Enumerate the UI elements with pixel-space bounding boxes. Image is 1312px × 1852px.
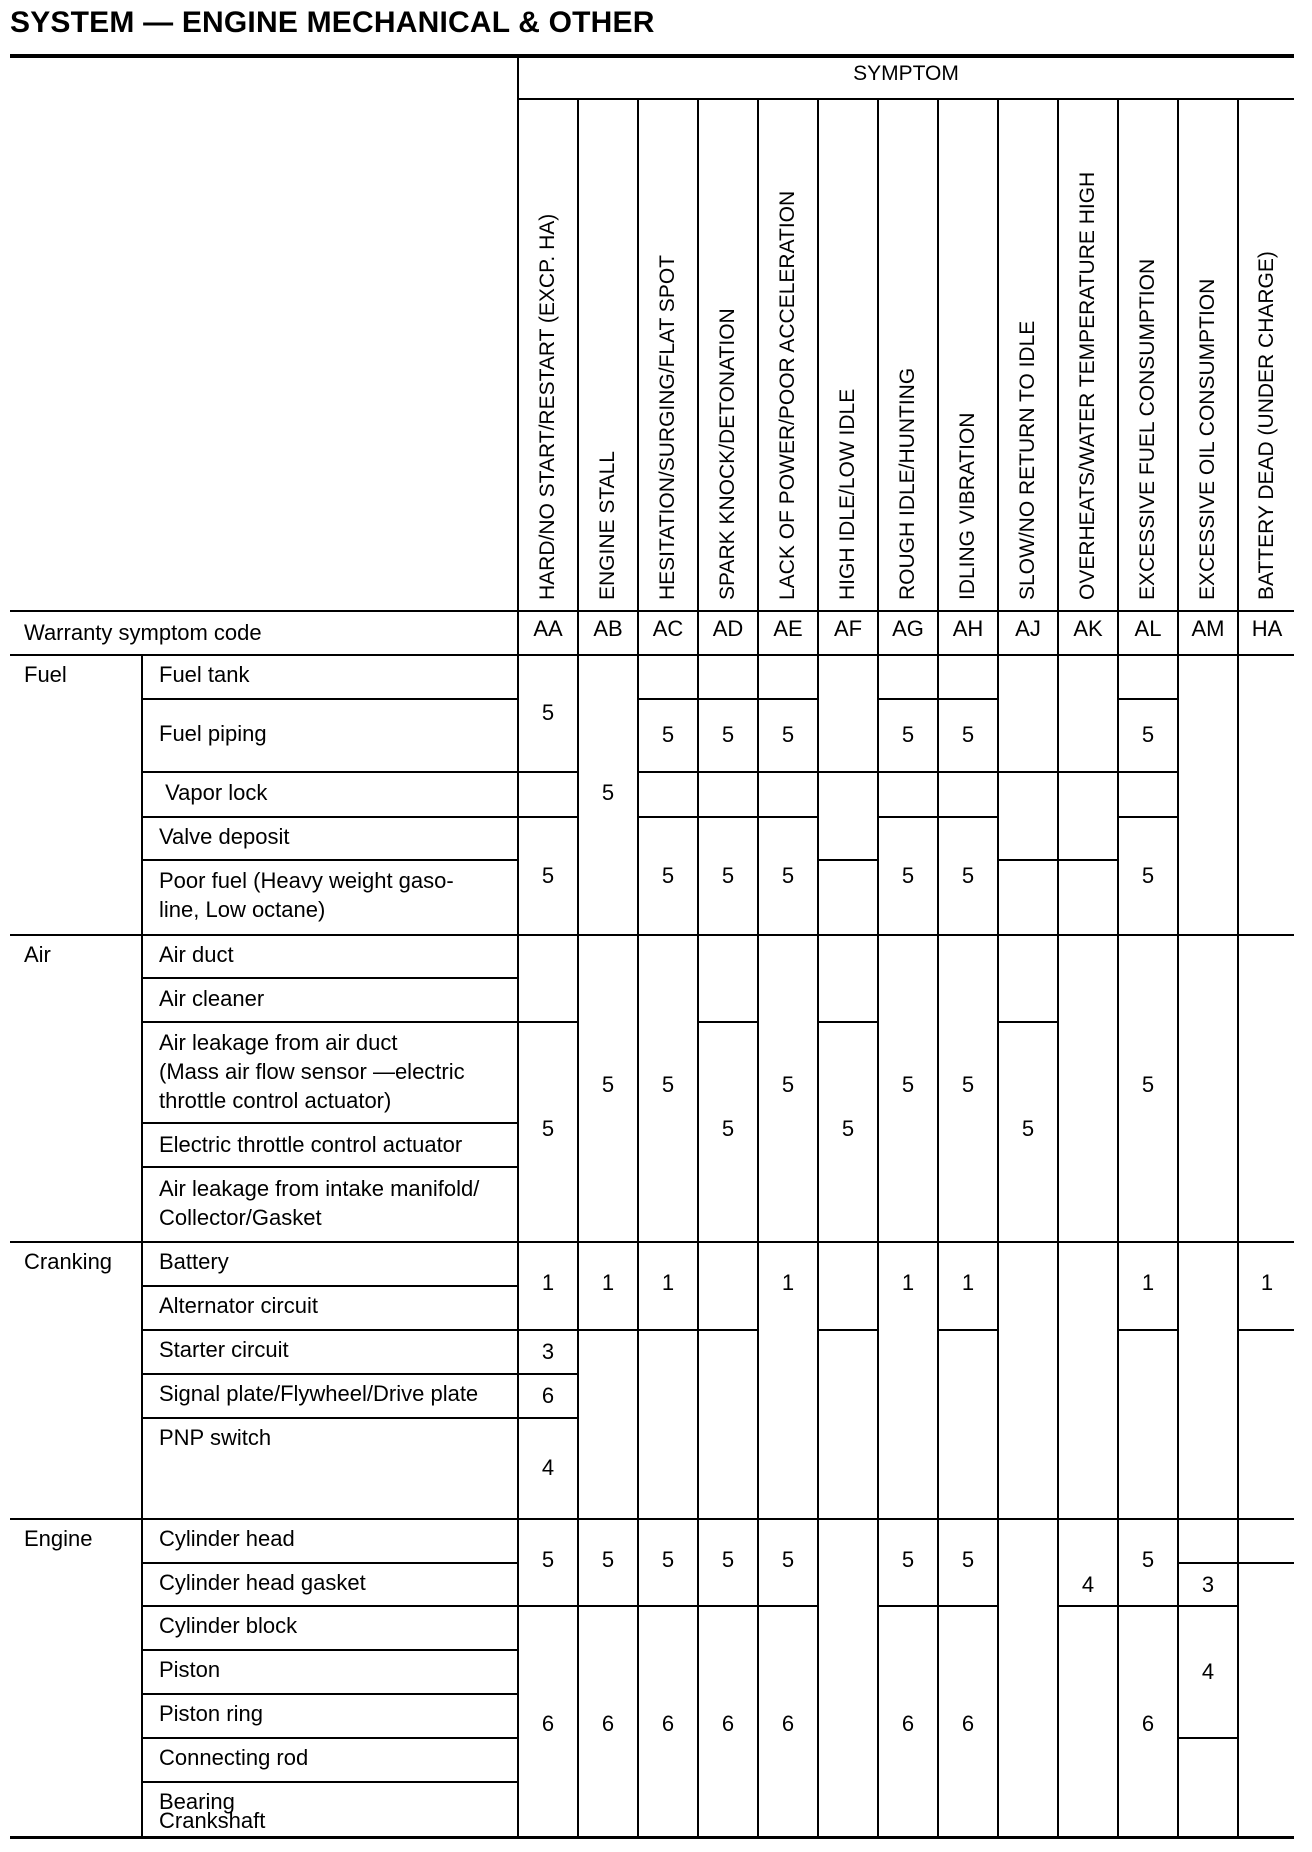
symptom-name: IDLING VIBRATION <box>956 412 979 600</box>
symptom-code: AL <box>1134 616 1162 641</box>
cell-value: 5 <box>781 863 795 888</box>
cell-value: 1 <box>661 1270 675 1295</box>
bottom-rule <box>10 1836 1294 1839</box>
item-label: Fuel tank <box>159 662 250 687</box>
item-label: Vapor lock <box>159 780 268 805</box>
item-label: Crankshaft <box>159 1808 266 1833</box>
cell-value: 3 <box>1201 1572 1215 1597</box>
cell-value: 5 <box>961 1547 975 1572</box>
warranty-label: Warranty symptom code <box>24 620 262 645</box>
cell-value: 5 <box>961 863 975 888</box>
item-label: Air cleaner <box>159 986 265 1011</box>
cell-value: 5 <box>781 1072 795 1097</box>
cell-value: 5 <box>901 722 915 747</box>
item-label: Bearing <box>159 1789 235 1814</box>
cell-value: 3 <box>541 1339 555 1364</box>
cell-value: 5 <box>661 863 675 888</box>
symptom-name: HESITATION/SURGING/FLAT SPOT <box>656 255 679 600</box>
cell-value: 5 <box>841 1116 855 1141</box>
item-label: Signal plate/Flywheel/Drive plate <box>159 1381 479 1406</box>
cell-value: 5 <box>1021 1116 1035 1141</box>
item-label: line, Low octane) <box>159 897 326 922</box>
cell-value: 5 <box>601 1547 615 1572</box>
cell-value: 1 <box>1260 1270 1274 1295</box>
symptom-name: HIGH IDLE/LOW IDLE <box>836 388 859 600</box>
category-air: Air <box>24 942 51 967</box>
symptom-name: ROUGH IDLE/HUNTING <box>896 367 919 600</box>
cell-value: 5 <box>541 863 555 888</box>
symptom-code: AH <box>952 616 984 641</box>
cell-value: 5 <box>961 722 975 747</box>
cell-value: 6 <box>661 1711 675 1736</box>
symptom-name: ENGINE STALL <box>596 451 619 600</box>
symptom-code: AM <box>1191 616 1225 641</box>
cell-value: 1 <box>781 1270 795 1295</box>
cell-value: 5 <box>721 1547 735 1572</box>
symptom-name: HARD/NO START/RESTART (EXCP. HA) <box>536 213 559 600</box>
symptom-name: SLOW/NO RETURN TO IDLE <box>1016 320 1039 600</box>
cell-value: 5 <box>781 1547 795 1572</box>
cell-value: 5 <box>1141 1072 1155 1097</box>
cell-value: 5 <box>541 1547 555 1572</box>
item-label: Air leakage from air duct <box>159 1030 398 1055</box>
cell-value: 5 <box>961 1072 975 1097</box>
cell-value: 5 <box>901 1072 915 1097</box>
cell-value: 6 <box>901 1711 915 1736</box>
cell-value: 1 <box>541 1270 555 1295</box>
item-label: Battery <box>159 1249 229 1274</box>
cell-value: 5 <box>721 863 735 888</box>
symptom-name: EXCESSIVE FUEL CONSUMPTION <box>1136 258 1159 600</box>
cell-value: 5 <box>541 1116 555 1141</box>
item-label: PNP switch <box>159 1425 272 1450</box>
cell-value: 5 <box>721 722 735 747</box>
cell-value: 5 <box>901 863 915 888</box>
cell-value: 5 <box>661 1547 675 1572</box>
symptom-code: AF <box>833 616 863 641</box>
item-label: Alternator circuit <box>159 1293 318 1318</box>
item-label: Fuel piping <box>159 721 267 746</box>
cell-value: 5 <box>1141 722 1155 747</box>
item-label: Piston <box>159 1657 221 1682</box>
cell-value: 6 <box>601 1711 615 1736</box>
cell-value: 6 <box>781 1711 795 1736</box>
cell-value: 5 <box>541 700 555 725</box>
cell-value: 4 <box>1081 1572 1095 1597</box>
category-cranking: Cranking <box>24 1249 113 1274</box>
symptom-name: OVERHEATS/WATER TEMPERATURE HIGH <box>1076 171 1099 600</box>
item-label: (Mass air flow sensor —electric <box>159 1059 465 1084</box>
cell-value: 6 <box>541 1383 555 1408</box>
cell-value: 6 <box>721 1711 735 1736</box>
category-engine: Engine <box>24 1526 93 1551</box>
symptom-code: AJ <box>1015 616 1041 641</box>
cell-value: 1 <box>1141 1270 1155 1295</box>
symptom-name: EXCESSIVE OIL CONSUMPTION <box>1196 278 1219 600</box>
item-label: Piston ring <box>159 1701 263 1726</box>
item-label: Cylinder head <box>159 1526 295 1551</box>
cell-value: 5 <box>1141 1547 1155 1572</box>
item-label: Connecting rod <box>159 1745 309 1770</box>
symptom-code: AB <box>593 616 623 641</box>
item-label: Cylinder head gasket <box>159 1570 366 1595</box>
item-label: Cylinder block <box>159 1613 298 1638</box>
symptom-name: LACK OF POWER/POOR ACCELERATION <box>776 190 799 600</box>
cell-value: 1 <box>601 1270 615 1295</box>
cell-value: 1 <box>901 1270 915 1295</box>
item-label: throttle control actuator) <box>159 1088 392 1113</box>
cell-value: 5 <box>661 1072 675 1097</box>
symptom-name: SPARK KNOCK/DETONATION <box>716 308 739 600</box>
item-label: Electric throttle control actuator <box>159 1132 463 1157</box>
item-label: Collector/Gasket <box>159 1205 322 1230</box>
item-label: Valve deposit <box>159 824 290 849</box>
symptom-code: AC <box>652 616 684 641</box>
item-label: Starter circuit <box>159 1337 289 1362</box>
cell-value: 1 <box>961 1270 975 1295</box>
cell-value: 5 <box>901 1547 915 1572</box>
symptom-code: AD <box>712 616 744 641</box>
symptom-code: AA <box>533 616 563 641</box>
symptom-code: AE <box>773 616 803 641</box>
cell-value: 6 <box>1141 1711 1155 1736</box>
cell-value: 5 <box>1141 863 1155 888</box>
item-label: Poor fuel (Heavy weight gaso- <box>159 868 454 893</box>
symptom-header: SYMPTOM <box>853 62 959 85</box>
item-label: Air duct <box>159 942 234 967</box>
cell-value: 4 <box>541 1455 555 1480</box>
cell-value: 6 <box>541 1711 555 1736</box>
cell-value: 5 <box>721 1116 735 1141</box>
symptom-code: AG <box>892 616 924 641</box>
cell-value: 5 <box>661 722 675 747</box>
cell-value: 5 <box>601 1072 615 1097</box>
cell-value: 6 <box>961 1711 975 1736</box>
symptom-name: BATTERY DEAD (UNDER CHARGE) <box>1255 251 1278 600</box>
page-title: SYSTEM — ENGINE MECHANICAL & OTHER <box>10 6 655 39</box>
cell-value: 4 <box>1201 1659 1215 1684</box>
cell-value: 5 <box>781 722 795 747</box>
category-fuel: Fuel <box>24 662 67 687</box>
item-label: Air leakage from intake manifold/ <box>159 1176 480 1201</box>
cell-value: 5 <box>601 780 615 805</box>
symptom-code: AK <box>1073 616 1103 641</box>
symptom-code: HA <box>1251 616 1283 641</box>
